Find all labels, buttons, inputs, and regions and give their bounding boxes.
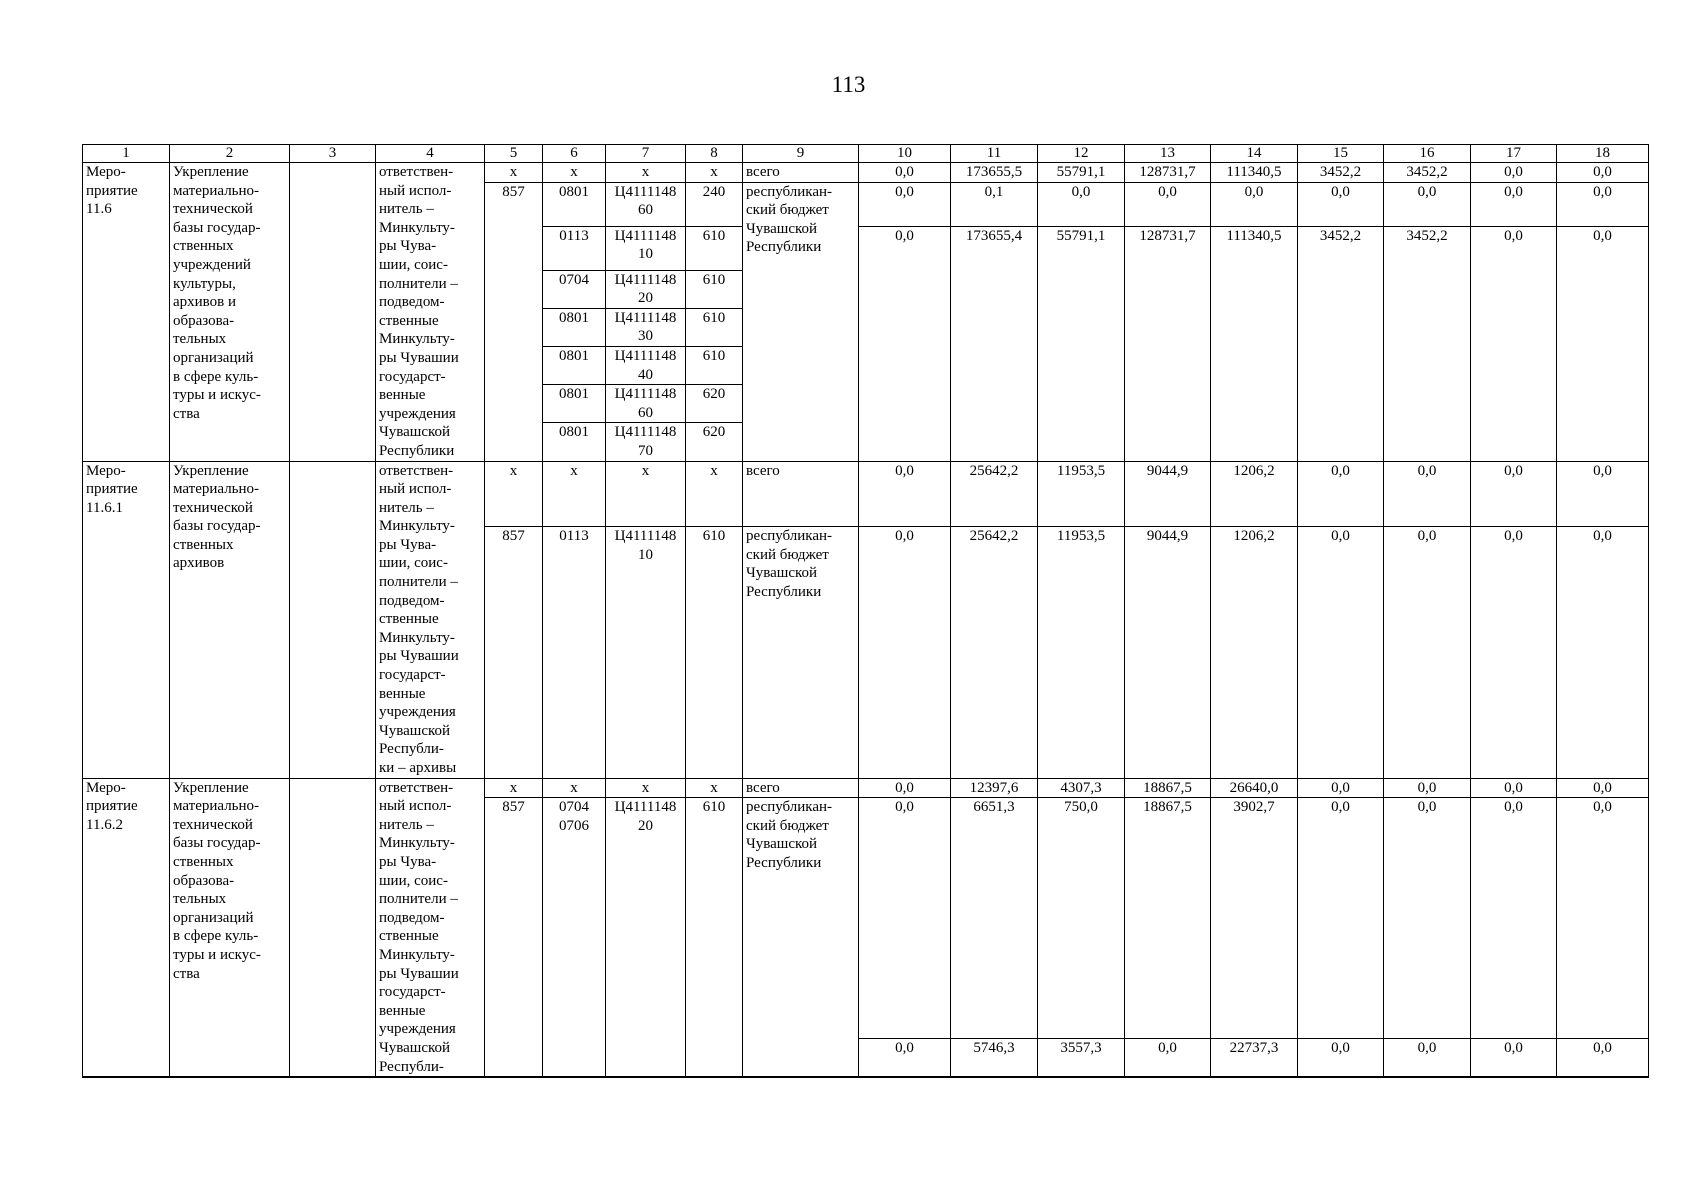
value-cell: 0,0 bbox=[859, 461, 951, 526]
value-cell: 12397,6 bbox=[951, 778, 1038, 798]
value-cell: 0,0 bbox=[859, 526, 951, 778]
table-row-total bbox=[83, 778, 1649, 798]
value-cell: 55791,1 bbox=[1038, 163, 1125, 183]
value-cell: 111340,5 bbox=[1211, 226, 1298, 461]
header-cell: 9 bbox=[743, 145, 859, 163]
value-cell: 0,0 bbox=[1557, 526, 1649, 778]
value-cell: 4307,3 bbox=[1038, 778, 1125, 798]
code-cell: 620 bbox=[686, 385, 743, 423]
value-cell: 750,0 bbox=[1038, 798, 1125, 1039]
code-cell: 620 bbox=[686, 423, 743, 461]
measure-title: Укрепление материально- технической базы государ- ственных учреждений культуры, архивов и образова- тельных организаций в сфере куль- туры и искус- ства bbox=[170, 163, 290, 462]
header-cell: 5 bbox=[485, 145, 543, 163]
column-number-header bbox=[83, 145, 1649, 163]
value-cell: 0,0 bbox=[859, 778, 951, 798]
value-cell: 0,0 bbox=[1298, 182, 1384, 226]
value-cell: 0,0 bbox=[1557, 163, 1649, 183]
value-cell: 9044,9 bbox=[1125, 461, 1211, 526]
value-cell: 128731,7 bbox=[1125, 163, 1211, 183]
value-cell: 9044,9 bbox=[1125, 526, 1211, 778]
funding-source: всего bbox=[743, 461, 859, 526]
table-row-total bbox=[83, 461, 1649, 526]
header-cell: 15 bbox=[1298, 145, 1384, 163]
value-cell: 0,0 bbox=[1471, 163, 1557, 183]
value-cell: 128731,7 bbox=[1125, 226, 1211, 461]
value-cell: 6651,3 bbox=[951, 798, 1038, 1039]
code-cell: 610 bbox=[686, 308, 743, 346]
value-cell: 3452,2 bbox=[1298, 226, 1384, 461]
code-cell: 0704 bbox=[543, 270, 606, 308]
code-cell: 0113 bbox=[543, 526, 606, 778]
responsible-executor: ответствен- ный испол- нитель – Минкульту- ры Чува- шии, соис- полнители – подведом- ственные Минкульту- ры Чувашии государст- венные учреждения Чувашской Республи- ки – архивы bbox=[376, 461, 485, 778]
funding-source: республикан- ский бюджет Чувашской Республики bbox=[743, 182, 859, 461]
value-cell: 0,1 bbox=[951, 182, 1038, 226]
code-cell: 0801 bbox=[543, 423, 606, 461]
code-cell: Ц4111148 20 bbox=[606, 270, 686, 308]
header-cell: 1 bbox=[83, 145, 170, 163]
value-cell: 0,0 bbox=[1471, 1039, 1557, 1077]
code-cell: Ц4111148 60 bbox=[606, 385, 686, 423]
header-cell: 8 bbox=[686, 145, 743, 163]
code-cell: 0704 0706 bbox=[543, 798, 606, 1077]
value-cell: 18867,5 bbox=[1125, 778, 1211, 798]
code-cell: Ц4111148 20 bbox=[606, 798, 686, 1077]
header-cell: 16 bbox=[1384, 145, 1471, 163]
value-cell: 0,0 bbox=[1557, 798, 1649, 1039]
value-cell: 173655,5 bbox=[951, 163, 1038, 183]
code-cell: Ц4111148 10 bbox=[606, 226, 686, 270]
code-cell: x bbox=[606, 163, 686, 183]
measure-number: Меро- приятие 11.6.2 bbox=[83, 778, 170, 1077]
value-cell: 0,0 bbox=[1298, 778, 1384, 798]
measure-number: Меро- приятие 11.6.1 bbox=[83, 461, 170, 778]
code-cell: Ц4111148 40 bbox=[606, 346, 686, 384]
value-cell: 0,0 bbox=[1384, 1039, 1471, 1077]
budget-table bbox=[82, 144, 1649, 1078]
measure-title: Укрепление материально- технической базы государ- ственных архивов bbox=[170, 461, 290, 778]
value-cell: 26640,0 bbox=[1211, 778, 1298, 798]
header-cell: 4 bbox=[376, 145, 485, 163]
value-cell: 0,0 bbox=[859, 1039, 951, 1077]
header-cell: 6 bbox=[543, 145, 606, 163]
value-cell: 0,0 bbox=[1211, 182, 1298, 226]
code-cell: 0801 bbox=[543, 308, 606, 346]
code-cell: 610 bbox=[686, 226, 743, 270]
responsible-executor: ответствен- ный испол- нитель – Минкульту- ры Чува- шии, соис- полнители – подведом- ственные Минкульту- ры Чувашии государст- венные учреждения Чувашской Республики bbox=[376, 163, 485, 462]
empty-cell bbox=[290, 461, 376, 778]
value-cell: 0,0 bbox=[1557, 461, 1649, 526]
code-cell: 857 bbox=[485, 798, 543, 1077]
value-cell: 25642,2 bbox=[951, 461, 1038, 526]
code-cell: 857 bbox=[485, 526, 543, 778]
code-cell: 0801 bbox=[543, 346, 606, 384]
responsible-executor: ответствен- ный испол- нитель – Минкульту- ры Чува- шии, соис- полнители – подведом- ственные Минкульту- ры Чувашии государст- венные учреждения Чувашской Республи- bbox=[376, 778, 485, 1077]
value-cell: 3452,2 bbox=[1384, 226, 1471, 461]
value-cell: 0,0 bbox=[1384, 798, 1471, 1039]
value-cell: 3452,2 bbox=[1384, 163, 1471, 183]
value-cell: 0,0 bbox=[1125, 182, 1211, 226]
code-cell: x bbox=[606, 778, 686, 798]
value-cell: 0,0 bbox=[1038, 182, 1125, 226]
empty-cell bbox=[290, 778, 376, 1077]
value-cell: 5746,3 bbox=[951, 1039, 1038, 1077]
code-cell: x bbox=[606, 461, 686, 526]
code-cell: x bbox=[543, 163, 606, 183]
code-cell: x bbox=[485, 163, 543, 183]
value-cell: 0,0 bbox=[1298, 461, 1384, 526]
code-cell: 0801 bbox=[543, 182, 606, 226]
value-cell: 0,0 bbox=[1557, 778, 1649, 798]
header-cell: 12 bbox=[1038, 145, 1125, 163]
measure-number: Меро- приятие 11.6 bbox=[83, 163, 170, 462]
value-cell: 3902,7 bbox=[1211, 798, 1298, 1039]
measure-title: Укрепление материально- технической базы государ- ственных образова- тельных организаций в сфере куль- туры и искус- ства bbox=[170, 778, 290, 1077]
value-cell: 0,0 bbox=[1125, 1039, 1211, 1077]
value-cell: 0,0 bbox=[1471, 798, 1557, 1039]
value-cell: 0,0 bbox=[1384, 778, 1471, 798]
code-cell: Ц4111148 10 bbox=[606, 526, 686, 778]
value-cell: 111340,5 bbox=[1211, 163, 1298, 183]
header-cell: 10 bbox=[859, 145, 951, 163]
value-cell: 0,0 bbox=[1471, 461, 1557, 526]
code-cell: 240 bbox=[686, 182, 743, 226]
value-cell: 0,0 bbox=[1471, 526, 1557, 778]
header-cell: 11 bbox=[951, 145, 1038, 163]
value-cell: 0,0 bbox=[1298, 1039, 1384, 1077]
value-cell: 0,0 bbox=[1557, 1039, 1649, 1077]
funding-source: республикан- ский бюджет Чувашской Республики bbox=[743, 526, 859, 778]
code-cell: x bbox=[485, 778, 543, 798]
code-cell: Ц4111148 30 bbox=[606, 308, 686, 346]
value-cell: 1206,2 bbox=[1211, 526, 1298, 778]
value-cell: 0,0 bbox=[859, 226, 951, 461]
value-cell: 0,0 bbox=[1557, 182, 1649, 226]
value-cell: 0,0 bbox=[1298, 526, 1384, 778]
header-cell: 2 bbox=[170, 145, 290, 163]
value-cell: 0,0 bbox=[1384, 461, 1471, 526]
value-cell: 0,0 bbox=[1557, 226, 1649, 461]
funding-source: республикан- ский бюджет Чувашской Республики bbox=[743, 798, 859, 1077]
code-cell: Ц4111148 70 bbox=[606, 423, 686, 461]
header-cell: 3 bbox=[290, 145, 376, 163]
page-number: 113 bbox=[831, 72, 866, 97]
header-cell: 13 bbox=[1125, 145, 1211, 163]
code-cell: x bbox=[686, 163, 743, 183]
value-cell: 0,0 bbox=[1471, 226, 1557, 461]
funding-source: всего bbox=[743, 778, 859, 798]
funding-source: всего bbox=[743, 163, 859, 183]
header-cell: 7 bbox=[606, 145, 686, 163]
code-cell: 610 bbox=[686, 346, 743, 384]
code-cell: 610 bbox=[686, 526, 743, 778]
value-cell: 1206,2 bbox=[1211, 461, 1298, 526]
code-cell: 610 bbox=[686, 270, 743, 308]
code-cell: x bbox=[686, 778, 743, 798]
code-cell: 0801 bbox=[543, 385, 606, 423]
code-cell: 857 bbox=[485, 182, 543, 461]
value-cell: 0,0 bbox=[859, 163, 951, 183]
value-cell: 0,0 bbox=[859, 798, 951, 1039]
value-cell: 11953,5 bbox=[1038, 461, 1125, 526]
code-cell: 610 bbox=[686, 798, 743, 1077]
code-cell: x bbox=[543, 461, 606, 526]
code-cell: x bbox=[543, 778, 606, 798]
code-cell: x bbox=[485, 461, 543, 526]
code-cell: 0113 bbox=[543, 226, 606, 270]
empty-cell bbox=[290, 163, 376, 462]
value-cell: 3557,3 bbox=[1038, 1039, 1125, 1077]
value-cell: 0,0 bbox=[1471, 778, 1557, 798]
value-cell: 3452,2 bbox=[1298, 163, 1384, 183]
value-cell: 18867,5 bbox=[1125, 798, 1211, 1039]
value-cell: 55791,1 bbox=[1038, 226, 1125, 461]
code-cell: Ц4111148 60 bbox=[606, 182, 686, 226]
header-cell: 14 bbox=[1211, 145, 1298, 163]
code-cell: x bbox=[686, 461, 743, 526]
value-cell: 0,0 bbox=[859, 182, 951, 226]
table-row-total bbox=[83, 163, 1649, 183]
value-cell: 22737,3 bbox=[1211, 1039, 1298, 1077]
value-cell: 11953,5 bbox=[1038, 526, 1125, 778]
value-cell: 0,0 bbox=[1298, 798, 1384, 1039]
value-cell: 173655,4 bbox=[951, 226, 1038, 461]
value-cell: 0,0 bbox=[1384, 182, 1471, 226]
value-cell: 0,0 bbox=[1471, 182, 1557, 226]
value-cell: 0,0 bbox=[1384, 526, 1471, 778]
header-cell: 17 bbox=[1471, 145, 1557, 163]
value-cell: 25642,2 bbox=[951, 526, 1038, 778]
header-cell: 18 bbox=[1557, 145, 1649, 163]
